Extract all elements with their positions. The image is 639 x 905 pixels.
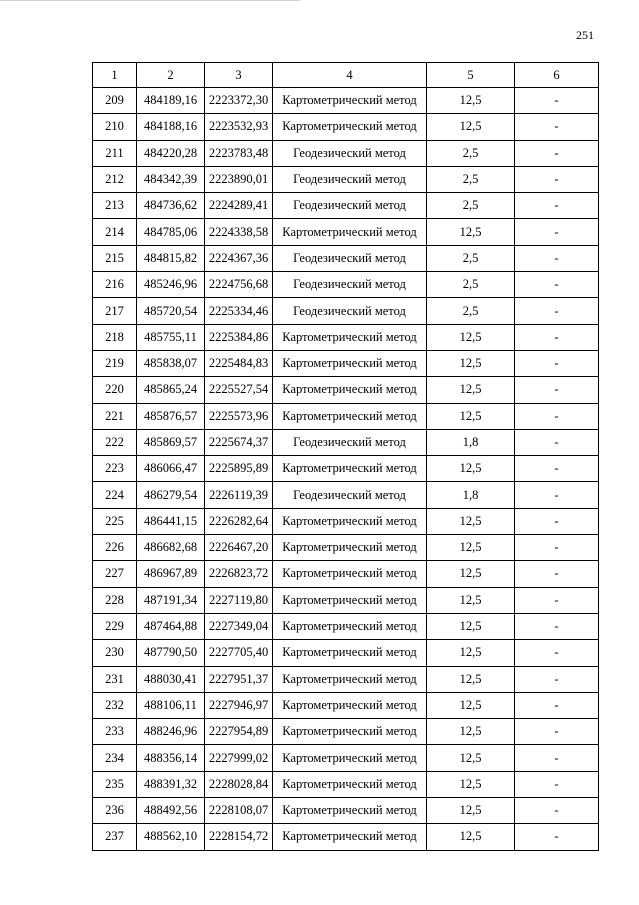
accuracy-cell: 12,5 <box>427 508 515 534</box>
accuracy-cell: 12,5 <box>427 613 515 639</box>
table-row <box>93 719 599 745</box>
table-row <box>93 692 599 718</box>
accuracy-cell: 12,5 <box>427 719 515 745</box>
y-coordinate-cell: 2225895,89 <box>205 456 273 482</box>
table-row <box>93 587 599 613</box>
y-coordinate-cell: 2225384,86 <box>205 324 273 350</box>
table-row <box>93 508 599 534</box>
point-number-cell: 231 <box>93 666 137 692</box>
x-coordinate-cell: 488030,41 <box>137 666 205 692</box>
table-row <box>93 272 599 298</box>
x-coordinate-cell: 485869,57 <box>137 429 205 455</box>
note-cell: - <box>515 456 599 482</box>
method-cell: Картометрический метод <box>273 824 427 850</box>
column-header-2: 2 <box>137 63 205 88</box>
y-coordinate-cell: 2227705,40 <box>205 640 273 666</box>
point-number-cell: 235 <box>93 771 137 797</box>
accuracy-cell: 2,5 <box>427 272 515 298</box>
x-coordinate-cell: 484785,06 <box>137 219 205 245</box>
point-number-cell: 223 <box>93 456 137 482</box>
table-row <box>93 771 599 797</box>
y-coordinate-cell: 2223372,30 <box>205 88 273 114</box>
note-cell: - <box>515 114 599 140</box>
point-number-cell: 212 <box>93 166 137 192</box>
method-cell: Картометрический метод <box>273 114 427 140</box>
x-coordinate-cell: 485755,11 <box>137 324 205 350</box>
x-coordinate-cell: 488106,11 <box>137 692 205 718</box>
point-number-cell: 224 <box>93 482 137 508</box>
y-coordinate-cell: 2224367,36 <box>205 245 273 271</box>
x-coordinate-cell: 485246,96 <box>137 272 205 298</box>
table-row <box>93 298 599 324</box>
y-coordinate-cell: 2228108,07 <box>205 798 273 824</box>
column-header-5: 5 <box>427 63 515 88</box>
accuracy-cell: 12,5 <box>427 350 515 376</box>
y-coordinate-cell: 2225334,46 <box>205 298 273 324</box>
point-number-cell: 215 <box>93 245 137 271</box>
note-cell: - <box>515 824 599 850</box>
note-cell: - <box>515 403 599 429</box>
x-coordinate-cell: 487191,34 <box>137 587 205 613</box>
point-number-cell: 232 <box>93 692 137 718</box>
table-row <box>93 324 599 350</box>
table-row <box>93 745 599 771</box>
accuracy-cell: 12,5 <box>427 219 515 245</box>
point-number-cell: 209 <box>93 88 137 114</box>
coordinates-table <box>92 62 599 851</box>
method-cell: Геодезический метод <box>273 166 427 192</box>
method-cell: Картометрический метод <box>273 219 427 245</box>
table-row <box>93 613 599 639</box>
point-number-cell: 227 <box>93 561 137 587</box>
method-cell: Картометрический метод <box>273 771 427 797</box>
point-number-cell: 216 <box>93 272 137 298</box>
point-number-cell: 213 <box>93 193 137 219</box>
point-number-cell: 217 <box>93 298 137 324</box>
note-cell: - <box>515 561 599 587</box>
point-number-cell: 233 <box>93 719 137 745</box>
accuracy-cell: 12,5 <box>427 403 515 429</box>
method-cell: Картометрический метод <box>273 640 427 666</box>
accuracy-cell: 12,5 <box>427 456 515 482</box>
method-cell: Картометрический метод <box>273 666 427 692</box>
x-coordinate-cell: 486279,54 <box>137 482 205 508</box>
x-coordinate-cell: 485876,57 <box>137 403 205 429</box>
note-cell: - <box>515 298 599 324</box>
y-coordinate-cell: 2225527,54 <box>205 377 273 403</box>
y-coordinate-cell: 2225484,83 <box>205 350 273 376</box>
method-cell: Картометрический метод <box>273 324 427 350</box>
table-row <box>93 824 599 850</box>
accuracy-cell: 12,5 <box>427 824 515 850</box>
accuracy-cell: 12,5 <box>427 535 515 561</box>
accuracy-cell: 12,5 <box>427 587 515 613</box>
y-coordinate-cell: 2227349,04 <box>205 613 273 639</box>
accuracy-cell: 1,8 <box>427 429 515 455</box>
y-coordinate-cell: 2227951,37 <box>205 666 273 692</box>
point-number-cell: 234 <box>93 745 137 771</box>
top-edge-rule <box>0 0 300 1</box>
method-cell: Картометрический метод <box>273 587 427 613</box>
point-number-cell: 219 <box>93 350 137 376</box>
y-coordinate-cell: 2227954,89 <box>205 719 273 745</box>
method-cell: Геодезический метод <box>273 482 427 508</box>
x-coordinate-cell: 488356,14 <box>137 745 205 771</box>
y-coordinate-cell: 2226467,20 <box>205 535 273 561</box>
method-cell: Геодезический метод <box>273 272 427 298</box>
x-coordinate-cell: 486441,15 <box>137 508 205 534</box>
note-cell: - <box>515 613 599 639</box>
point-number-cell: 225 <box>93 508 137 534</box>
page-number: 251 <box>576 28 594 42</box>
table-row <box>93 245 599 271</box>
y-coordinate-cell: 2226282,64 <box>205 508 273 534</box>
method-cell: Картометрический метод <box>273 561 427 587</box>
y-coordinate-cell: 2225674,37 <box>205 429 273 455</box>
table-row <box>93 114 599 140</box>
x-coordinate-cell: 486066,47 <box>137 456 205 482</box>
x-coordinate-cell: 484189,16 <box>137 88 205 114</box>
x-coordinate-cell: 485720,54 <box>137 298 205 324</box>
x-coordinate-cell: 488562,10 <box>137 824 205 850</box>
method-cell: Картометрический метод <box>273 613 427 639</box>
note-cell: - <box>515 745 599 771</box>
method-cell: Геодезический метод <box>273 245 427 271</box>
accuracy-cell: 2,5 <box>427 245 515 271</box>
point-number-cell: 236 <box>93 798 137 824</box>
method-cell: Картометрический метод <box>273 692 427 718</box>
table-row <box>93 482 599 508</box>
y-coordinate-cell: 2223532,93 <box>205 114 273 140</box>
table-header <box>93 63 599 88</box>
table-row <box>93 166 599 192</box>
x-coordinate-cell: 486967,89 <box>137 561 205 587</box>
accuracy-cell: 12,5 <box>427 640 515 666</box>
point-number-cell: 226 <box>93 535 137 561</box>
y-coordinate-cell: 2227946,97 <box>205 692 273 718</box>
note-cell: - <box>515 482 599 508</box>
point-number-cell: 221 <box>93 403 137 429</box>
accuracy-cell: 12,5 <box>427 745 515 771</box>
method-cell: Картометрический метод <box>273 535 427 561</box>
note-cell: - <box>515 508 599 534</box>
accuracy-cell: 12,5 <box>427 114 515 140</box>
x-coordinate-cell: 484342,39 <box>137 166 205 192</box>
note-cell: - <box>515 640 599 666</box>
x-coordinate-cell: 488391,32 <box>137 771 205 797</box>
accuracy-cell: 12,5 <box>427 692 515 718</box>
method-cell: Картометрический метод <box>273 88 427 114</box>
note-cell: - <box>515 272 599 298</box>
method-cell: Геодезический метод <box>273 429 427 455</box>
x-coordinate-cell: 484815,82 <box>137 245 205 271</box>
method-cell: Картометрический метод <box>273 350 427 376</box>
note-cell: - <box>515 798 599 824</box>
method-cell: Геодезический метод <box>273 298 427 324</box>
table-row <box>93 456 599 482</box>
y-coordinate-cell: 2228028,84 <box>205 771 273 797</box>
accuracy-cell: 2,5 <box>427 298 515 324</box>
method-cell: Картометрический метод <box>273 377 427 403</box>
point-number-cell: 229 <box>93 613 137 639</box>
table-row <box>93 377 599 403</box>
accuracy-cell: 1,8 <box>427 482 515 508</box>
method-cell: Картометрический метод <box>273 456 427 482</box>
accuracy-cell: 12,5 <box>427 88 515 114</box>
note-cell: - <box>515 377 599 403</box>
y-coordinate-cell: 2224338,58 <box>205 219 273 245</box>
point-number-cell: 210 <box>93 114 137 140</box>
accuracy-cell: 12,5 <box>427 377 515 403</box>
table-row <box>93 350 599 376</box>
point-number-cell: 220 <box>93 377 137 403</box>
point-number-cell: 218 <box>93 324 137 350</box>
accuracy-cell: 12,5 <box>427 771 515 797</box>
accuracy-cell: 2,5 <box>427 193 515 219</box>
y-coordinate-cell: 2225573,96 <box>205 403 273 429</box>
note-cell: - <box>515 429 599 455</box>
table-row <box>93 535 599 561</box>
table-row <box>93 666 599 692</box>
y-coordinate-cell: 2223783,48 <box>205 140 273 166</box>
method-cell: Геодезический метод <box>273 140 427 166</box>
accuracy-cell: 12,5 <box>427 324 515 350</box>
x-coordinate-cell: 484736,62 <box>137 193 205 219</box>
column-header-4: 4 <box>273 63 427 88</box>
x-coordinate-cell: 485838,07 <box>137 350 205 376</box>
accuracy-cell: 12,5 <box>427 666 515 692</box>
table-row <box>93 219 599 245</box>
x-coordinate-cell: 487464,88 <box>137 613 205 639</box>
table-body <box>93 88 599 851</box>
y-coordinate-cell: 2226823,72 <box>205 561 273 587</box>
table-row <box>93 429 599 455</box>
column-header-1: 1 <box>93 63 137 88</box>
table-row <box>93 140 599 166</box>
x-coordinate-cell: 486682,68 <box>137 535 205 561</box>
y-coordinate-cell: 2224289,41 <box>205 193 273 219</box>
accuracy-cell: 2,5 <box>427 166 515 192</box>
y-coordinate-cell: 2226119,39 <box>205 482 273 508</box>
note-cell: - <box>515 219 599 245</box>
point-number-cell: 211 <box>93 140 137 166</box>
accuracy-cell: 12,5 <box>427 561 515 587</box>
x-coordinate-cell: 484188,16 <box>137 114 205 140</box>
note-cell: - <box>515 245 599 271</box>
note-cell: - <box>515 350 599 376</box>
note-cell: - <box>515 587 599 613</box>
point-number-cell: 222 <box>93 429 137 455</box>
table-row <box>93 798 599 824</box>
point-number-cell: 214 <box>93 219 137 245</box>
note-cell: - <box>515 166 599 192</box>
note-cell: - <box>515 324 599 350</box>
note-cell: - <box>515 193 599 219</box>
x-coordinate-cell: 488492,56 <box>137 798 205 824</box>
y-coordinate-cell: 2227999,02 <box>205 745 273 771</box>
note-cell: - <box>515 771 599 797</box>
x-coordinate-cell: 485865,24 <box>137 377 205 403</box>
table-row <box>93 88 599 114</box>
method-cell: Картометрический метод <box>273 719 427 745</box>
note-cell: - <box>515 535 599 561</box>
column-header-6: 6 <box>515 63 599 88</box>
method-cell: Картометрический метод <box>273 403 427 429</box>
x-coordinate-cell: 488246,96 <box>137 719 205 745</box>
x-coordinate-cell: 484220,28 <box>137 140 205 166</box>
accuracy-cell: 12,5 <box>427 798 515 824</box>
column-header-3: 3 <box>205 63 273 88</box>
point-number-cell: 237 <box>93 824 137 850</box>
table-row <box>93 640 599 666</box>
table-row <box>93 561 599 587</box>
note-cell: - <box>515 666 599 692</box>
method-cell: Картометрический метод <box>273 798 427 824</box>
note-cell: - <box>515 692 599 718</box>
accuracy-cell: 2,5 <box>427 140 515 166</box>
table-row <box>93 403 599 429</box>
y-coordinate-cell: 2228154,72 <box>205 824 273 850</box>
note-cell: - <box>515 88 599 114</box>
header-row <box>93 63 599 88</box>
y-coordinate-cell: 2227119,80 <box>205 587 273 613</box>
method-cell: Картометрический метод <box>273 745 427 771</box>
y-coordinate-cell: 2224756,68 <box>205 272 273 298</box>
y-coordinate-cell: 2223890,01 <box>205 166 273 192</box>
x-coordinate-cell: 487790,50 <box>137 640 205 666</box>
note-cell: - <box>515 140 599 166</box>
note-cell: - <box>515 719 599 745</box>
table-row <box>93 193 599 219</box>
method-cell: Геодезический метод <box>273 193 427 219</box>
point-number-cell: 230 <box>93 640 137 666</box>
point-number-cell: 228 <box>93 587 137 613</box>
method-cell: Картометрический метод <box>273 508 427 534</box>
